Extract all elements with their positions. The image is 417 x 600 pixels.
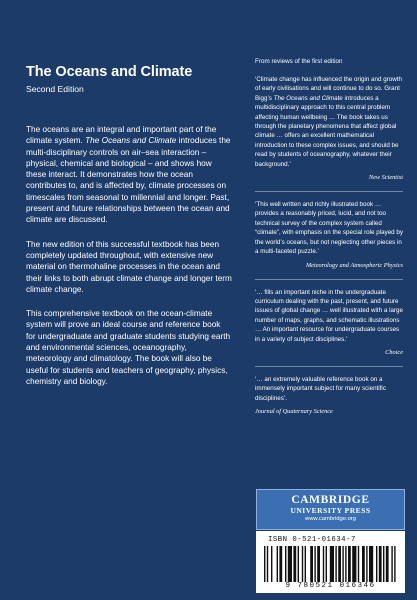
barcode-bar [264, 546, 265, 582]
publisher-name: CAMBRIDGE [291, 494, 370, 506]
barcode-bar [342, 546, 343, 582]
barcode-panel [256, 531, 405, 593]
barcode-bar [279, 546, 282, 582]
barcode-bar [391, 546, 392, 582]
barcode-bar [376, 546, 377, 582]
barcode-bar [348, 546, 351, 582]
divider [255, 279, 403, 280]
review-source: Journal of Quaternary Science [255, 408, 333, 416]
review-quote: ‘This well written and richly illustrated book … provides a reasonably priced, lucid, and not too technical survey of the complex system called “climate”, with emphasis on the special role played by the world’s oceans, but not neglecting other pieces in a multi-faceted puzzle.’ [255, 201, 403, 256]
barcode-bar [267, 546, 268, 582]
review-item [255, 200, 403, 268]
review-quote: ‘… an extremely valuable reference book on a immensely important subject for many scientific disciplines’. [255, 375, 386, 402]
barcode-bar [369, 546, 373, 582]
review-quote: ‘… fills an important niche in the undergraduate curriculum dealing with the past, present, and future issues of global change … well illustrated with a large number of maps, graphs, and schematic illustrations … An important resource for undergraduate courses in a variety of subject disciplines.’ [255, 288, 403, 343]
barcode-bar [338, 546, 341, 582]
barcode-bar [362, 546, 365, 582]
review-item [255, 288, 403, 356]
barcode-bar [330, 546, 334, 582]
edition-label: Second Edition [26, 84, 84, 94]
barcode-bar [293, 546, 296, 582]
barcode-bar [298, 546, 299, 582]
barcode-bar [314, 546, 315, 582]
barcode-bar [288, 546, 292, 582]
barcode-digits: 9 780521 016346 [285, 582, 376, 590]
reviews-column [255, 58, 403, 415]
blurb-paragraph [26, 124, 232, 226]
publisher-subtitle: UNIVERSITY PRESS [290, 506, 371, 515]
barcode-bar [394, 546, 395, 582]
barcode-bar [323, 546, 324, 582]
blurb-text: The oceans are an integral and important part of the climate system. [26, 125, 217, 146]
divider [255, 191, 403, 192]
quote-text: introduces a multidisciplinary approach to this central problem affecting human wellbeing … The book takes us through the planetary phenomena that affect global climate … offers an excellent mathematical introduction to these complex issues, and should be read by students of oceanography, whatever their background.’ [255, 94, 399, 168]
barcode-bar [352, 546, 356, 582]
barcode-bar [335, 546, 336, 582]
barcode-bar [310, 546, 313, 582]
barcode-bar [379, 546, 382, 582]
barcode-bar [383, 546, 384, 582]
book-title: The Oceans and Climate [26, 64, 193, 80]
barcode [264, 546, 397, 582]
barcode-bar [386, 546, 389, 582]
review-source: Meteorology and Atmospheric Physics [305, 261, 403, 269]
barcode-bar [366, 546, 367, 582]
review-quote [255, 75, 403, 169]
barcode-bar [271, 546, 272, 582]
blurb-paragraph: The new edition of this successful textbook has been completely updated throughout, with extensive new material on thermohaline processes in the ocean and their links to both abrupt climate change and longer term climate change. [26, 239, 232, 294]
review-source: Choice [385, 348, 403, 356]
quote-book-title: The Oceans and Climate [273, 94, 343, 102]
quote-text: ‘Climate change has influenced the origin and growth of early civilisations and will continue to do so. Grant Bigg’s [255, 76, 402, 102]
blurb-paragraph: This comprehensive textbook on the ocean-climate system will prove an ideal course and reference book for undergraduate and graduate students studying earth and environmental sciences, oceanography, meteorology and climatology. The book will also be useful for students and teachers of geography, physics, chemistry and biology. [26, 309, 231, 386]
reviews-heading: From reviews of the first edition [255, 58, 343, 65]
review-source: New Scientist [368, 174, 403, 182]
divider [255, 366, 403, 367]
barcode-bar [277, 546, 278, 582]
barcode-bar [317, 546, 320, 582]
review-item [255, 375, 403, 415]
blurb [26, 124, 232, 400]
blurb-text: introduces the multi-disciplinary controls on air–sea interaction – physical, chemical and biological – and shows how these interact. It demonstrates how the ocean contributes to, and is affected by, climate processes on timescales from seasonal to millennial and longer. Past, present and future relationships between the ocean and climate are discussed. [26, 136, 231, 225]
barcode-bar [326, 546, 327, 582]
barcode-bar [345, 546, 346, 582]
barcode-bar [358, 546, 359, 582]
isbn-label: ISBN 0-521-01634-7 [268, 536, 356, 544]
review-item [255, 75, 403, 181]
barcode-bar [285, 546, 286, 582]
blurb-book-title: The Oceans and Climate [85, 136, 177, 146]
barcode-bar [305, 546, 306, 582]
publisher-url: www.cambridge.org [305, 516, 356, 522]
barcode-bar [302, 546, 303, 582]
publisher-logo [256, 489, 405, 530]
